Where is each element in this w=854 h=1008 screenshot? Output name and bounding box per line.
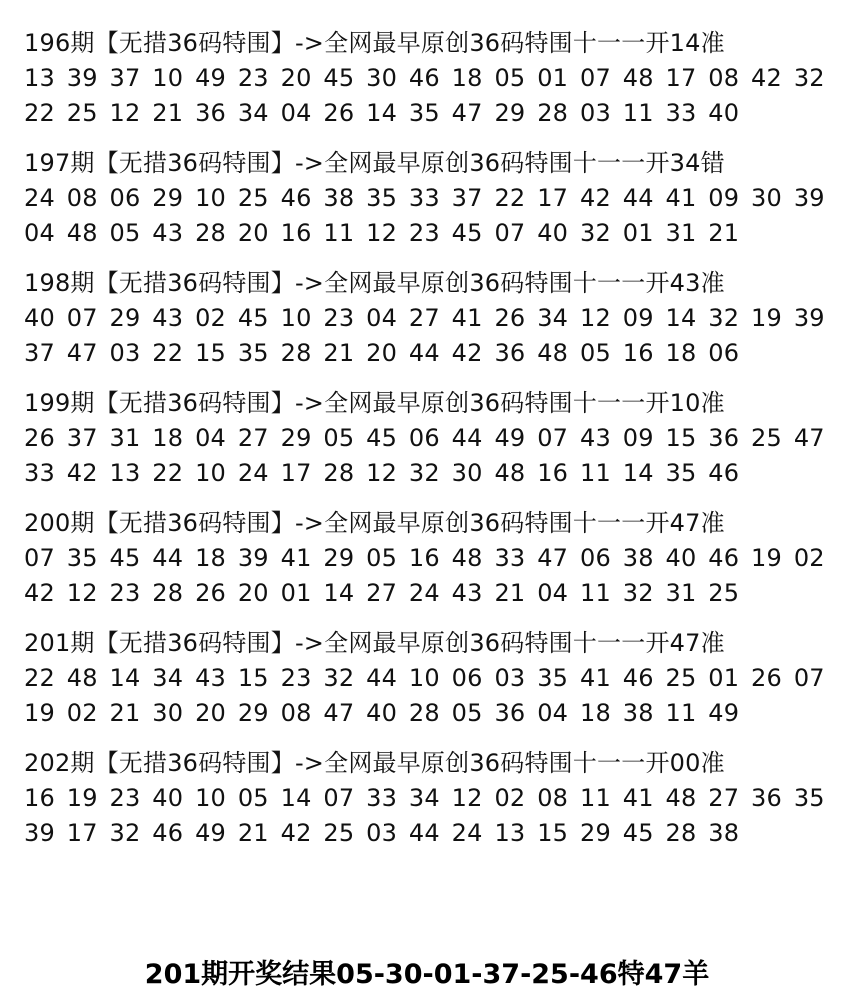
record-202 [24, 746, 834, 851]
record-196 [24, 26, 834, 131]
number-row: 13 39 37 10 49 23 20 45 30 46 18 05 01 07 48 17 08 42 32 [24, 64, 825, 92]
number-row: 19 02 21 30 20 29 08 47 40 28 05 36 04 18 38 11 49 [24, 699, 740, 727]
record-198 [24, 266, 834, 371]
number-row: 39 17 32 46 49 21 42 25 03 44 24 13 15 29 45 28 38 [24, 819, 740, 847]
record-header: 200期【无措36码特围】->全网最早原创36码特围十一一开47准 [24, 509, 725, 537]
record-header: 202期【无措36码特围】->全网最早原创36码特围十一一开00准 [24, 749, 725, 777]
record-197 [24, 146, 834, 251]
record-header: 201期【无措36码特围】->全网最早原创36码特围十一一开47准 [24, 629, 725, 657]
record-199 [24, 386, 834, 491]
number-row: 40 07 29 43 02 45 10 23 04 27 41 26 34 12 09 14 32 19 39 [24, 304, 825, 332]
records-list [24, 26, 834, 866]
record-header: 199期【无措36码特围】->全网最早原创36码特围十一一开10准 [24, 389, 725, 417]
number-row: 07 35 45 44 18 39 41 29 05 16 48 33 47 06 38 40 46 19 02 [24, 544, 825, 572]
number-row: 42 12 23 28 26 20 01 14 27 24 43 21 04 11 32 31 25 [24, 579, 740, 607]
draw-result-footer: 201期开奖结果05-30-01-37-25-46特47羊 [144, 959, 710, 990]
record-header: 196期【无措36码特围】->全网最早原创36码特围十一一开14准 [24, 29, 725, 57]
number-row: 24 08 06 29 10 25 46 38 35 33 37 22 17 42 44 41 09 30 39 [24, 184, 825, 212]
number-row: 04 48 05 43 28 20 16 11 12 23 45 07 40 32 01 31 21 [24, 219, 740, 247]
number-row: 33 42 13 22 10 24 17 28 12 32 30 48 16 11 14 35 46 [24, 459, 740, 487]
number-row: 22 25 12 21 36 34 04 26 14 35 47 29 28 03 11 33 40 [24, 99, 740, 127]
record-200 [24, 506, 834, 611]
number-row: 37 47 03 22 15 35 28 21 20 44 42 36 48 05 16 18 06 [24, 339, 740, 367]
record-header: 198期【无措36码特围】->全网最早原创36码特围十一一开43准 [24, 269, 725, 297]
number-row: 26 37 31 18 04 27 29 05 45 06 44 49 07 43 09 15 36 25 47 [24, 424, 825, 452]
number-row: 22 48 14 34 43 15 23 32 44 10 06 03 35 41 46 25 01 26 07 [24, 664, 825, 692]
record-header: 197期【无措36码特围】->全网最早原创36码特围十一一开34错 [24, 149, 725, 177]
number-row: 16 19 23 40 10 05 14 07 33 34 12 02 08 11 41 48 27 36 35 [24, 784, 825, 812]
record-201 [24, 626, 834, 731]
